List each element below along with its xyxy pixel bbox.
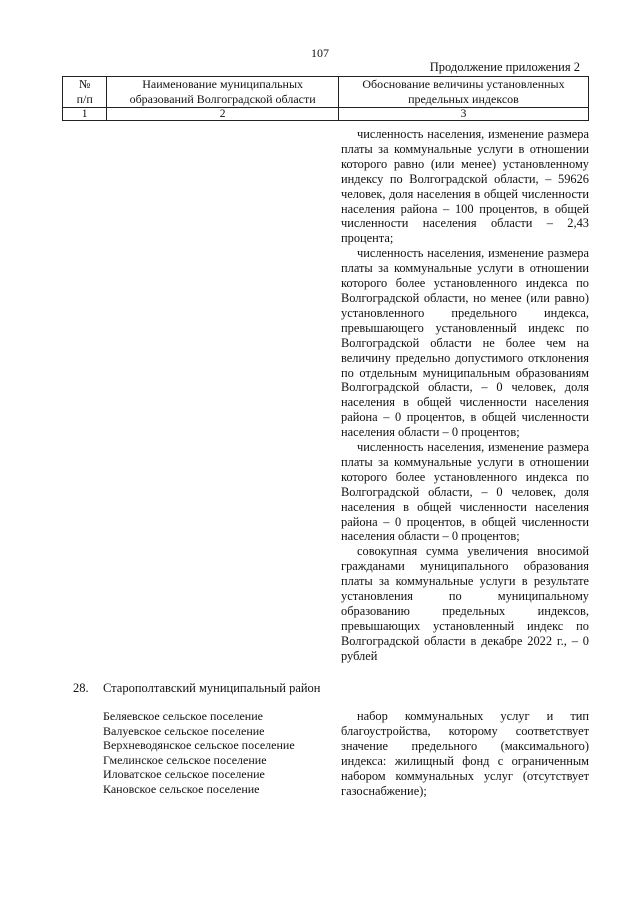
settlement-item: Кановское сельское поселение (103, 781, 260, 796)
header-municipality-line2: образований Волгоградской области (129, 92, 316, 106)
column-number-1: 1 (63, 108, 107, 121)
header-municipality-line1: Наименование муниципальных (142, 77, 304, 91)
header-number-line1: № (78, 77, 91, 91)
settlement-item: Валуевское сельское поселение (103, 723, 265, 738)
paragraph-utility-set: набор коммунальных услуг и тип благоустройства, которому соответствует значение предельного (максимального) индекса: жилищный фонд с ограниченным набором коммунальных услуг (отсутствует газоснабжение); (341, 709, 589, 798)
district-name: Старополтавский муниципальный район (103, 681, 321, 695)
paragraph-population-within-limit: численность населения, изменение размера платы за коммунальные услуги в отношении которого более установленного индекса по Волгоградской области, но менее (или равно) установленного предельного индекса, превышающего установленный индекс по Волгоградской области не более чем на величину предельно допустимого отклонения по отдельным муниципальным образованиям Волгоградской области, – 0 человек, доля населения в общей численности населения района – 0 процентов, в общей численности населения области – 0 процентов; (341, 246, 589, 440)
header-number-line2: п/п (76, 92, 93, 106)
continuation-text (341, 127, 589, 664)
column-number-3: 3 (338, 108, 588, 121)
page-number: 107 (311, 46, 329, 60)
table-header (62, 76, 589, 121)
header-row (63, 77, 589, 108)
column-number-2: 2 (107, 108, 339, 121)
header-cell-justification (338, 77, 588, 108)
settlement-item: Гмелинское сельское поселение (103, 752, 267, 767)
row-number: 28. (73, 681, 89, 695)
settlement-list (103, 709, 295, 797)
appendix-continuation-note: Продолжение приложения 2 (429, 60, 580, 74)
paragraph-total-increase: совокупная сумма увеличения вносимой гражданами муниципального образования платы за коммунальные услуги в результате установления по муниципальному образованию предельных индексов, превышающих установленный индекс по Волгоградской области в декабре 2022 г., – 0 рублей (341, 544, 589, 663)
row-justification (341, 709, 589, 798)
paragraph-population-above-index: численность населения, изменение размера платы за коммунальные услуги в отношении которого более установленного индекса по Волгоградской области, – 0 человек, доля населения в общей численности населения района – 0 процентов, в общей численности населения области – 0 процентов; (341, 440, 589, 544)
header-justification-line2: предельных индексов (408, 92, 519, 106)
header-cell-municipality (107, 77, 339, 108)
settlement-item: Верхневодянское сельское поселение (103, 738, 295, 753)
settlement-item: Беляевское сельское поселение (103, 709, 263, 723)
header-justification-line1: Обоснование величины установленных (362, 77, 565, 91)
settlement-item: Иловатское сельское поселение (103, 767, 265, 782)
column-number-row (63, 108, 589, 121)
header-cell-number (63, 77, 107, 108)
paragraph-population-equal: численность населения, изменение размера платы за коммунальные услуги в отношении которого равно (или менее) установленному индексу по Волгоградской области, – 59626 человек, доля населения в общей численности населения района – 100 процентов, в общей численности населения области – 2,43 процента; (341, 127, 589, 246)
